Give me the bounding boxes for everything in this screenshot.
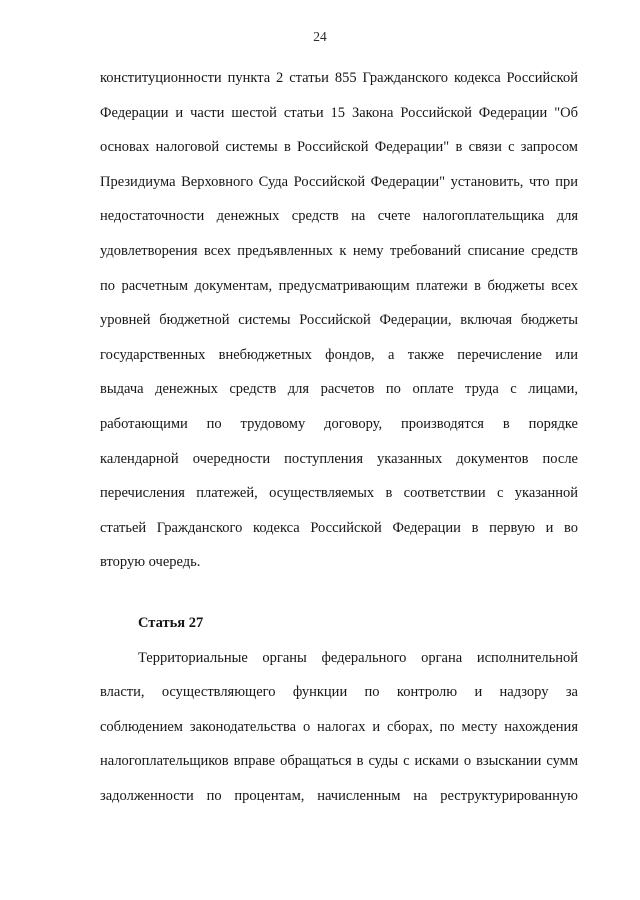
paragraph-line: Территориальные органы федерального органа исполнительной [138,649,578,666]
paragraph-line: задолженности по процентам, начисленным на реструктурированную [100,787,578,804]
paragraph-line: власти, осуществляющего функции по контролю и надзору за [100,684,578,701]
paragraph-line: Федерации и части шестой статьи 15 Закона Российской Федерации "Об [100,104,578,121]
body-text [100,61,578,813]
paragraph-line: удовлетворения всех предъявленных к нему требований списание средств [100,242,578,259]
paragraph-line: налогоплательщиков вправе обращаться в суды с исками о взыскании сумм [100,753,578,770]
paragraph-line: государственных внебюджетных фондов, а также перечисление или [100,346,578,363]
paragraph-line: статьей Гражданского кодекса Российской Федерации в первую и во [100,519,578,536]
article-heading: Статья 27 [138,614,204,631]
paragraph-line: конституционности пункта 2 статьи 855 Гражданского кодекса Российской [100,70,578,86]
paragraph-line: выдача денежных средств для расчетов по оплате труда с лицами, [100,381,578,398]
paragraph-line: Президиума Верховного Суда Российской Федерации" установить, что при [100,173,578,190]
paragraph-line: основах налоговой системы в Российской Федерации" в связи с запросом [100,139,578,156]
paragraph-line: уровней бюджетной системы Российской Федерации, включая бюджеты [100,312,578,329]
paragraph-line: недостаточности денежных средств на счете налогоплательщика для [100,208,578,225]
paragraph-line: соблюдением законодательства о налогах и сборах, по месту нахождения [100,718,578,735]
paragraph-line: работающими по трудовому договору, производятся в порядке [100,415,578,432]
page-number: 24 [313,29,327,44]
paragraph-line: календарной очередности поступления указанных документов после [100,450,578,467]
paragraph-line: перечисления платежей, осуществляемых в соответствии с указанной [100,485,578,502]
paragraph-line: вторую очередь. [100,554,201,571]
paragraph-line: по расчетным документам, предусматривающим платежи в бюджеты всех [100,277,578,294]
